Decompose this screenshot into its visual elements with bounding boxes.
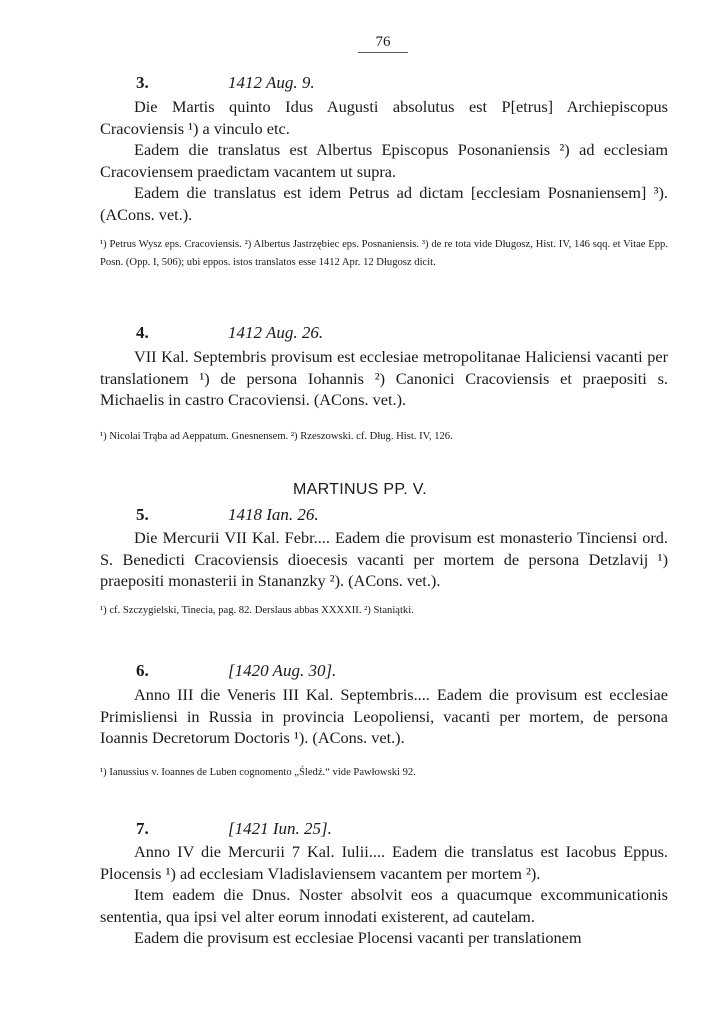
paragraph: Anno III die Veneris III Kal. Septembris.... Eadem die provisum est ecclesiae Primisliensi in Russia in provincia Leopoliensi, vacanti per mortem, de persona Ioannis Decretorum Doctoris ¹). (ACons. vet.). (100, 685, 668, 747)
paragraph: VII Kal. Septembris provisum est ecclesiae metropolitanae Haliciensi vacanti per translationem ¹) de persona Iohannis ²) Canonici Cracoviensis et praepositi s. Michaelis in castro Cracoviensi. (ACons. vet.). (100, 347, 668, 409)
section-heading: MARTINUS PP. V. (292, 481, 428, 498)
entry-heading (136, 504, 319, 526)
footnote: ¹) Nicolai Trąba ad Aeppatum. Gnesnensem. ²) Rzeszowski. cf. Dług. Hist. IV, 126. (100, 431, 453, 442)
entry-number: 3. (136, 73, 149, 92)
footnote: ¹) Petrus Wysz eps. Cracoviensis. ²) Albertus Jastrzębiec eps. Posnaniensis. ³) de re tota vide Długosz, Hist. IV, 146 sqq. et Vitae Epp. Posn. (Opp. I, 506); ubi eppos. istos translatos esse 1412 Apr. 12 Długosz dicit. (100, 239, 668, 268)
entry-date: 1412 Aug. 26. (228, 323, 324, 342)
entry-date: [1421 Iun. 25]. (228, 819, 332, 838)
entry-text (100, 346, 668, 411)
paragraph: Eadem die translatus est idem Petrus ad dictam [ecclesiam Posnaniensem] ³). (ACons. vet.). (100, 183, 668, 224)
entry-date: 1418 Ian. 26. (228, 505, 319, 524)
page-number: 76 (358, 34, 408, 53)
entry-number: 7. (136, 819, 149, 838)
entry-number: 5. (136, 505, 149, 524)
paragraph: Anno IV die Mercurii 7 Kal. Iulii.... Eadem die translatus est Iacobus Eppus. Plocensis ¹) ad ecclesiam Vladislaviensem vacantem per mortem ²). (100, 842, 668, 883)
paragraph: Eadem die translatus est Albertus Episcopus Posonaniensis ²) ad ecclesiam Cracoviensem praedictam vacantem ut supra. (100, 140, 668, 181)
paragraph: Eadem die provisum est ecclesiae Plocensi vacanti per translationem (134, 928, 582, 947)
entry-text (100, 527, 668, 592)
entry-heading (136, 322, 323, 344)
entry-heading (136, 660, 336, 682)
footnotes (100, 236, 668, 272)
footnote: ¹) cf. Szczygielski, Tinecia, pag. 82. Derslaus abbas XXXXII. ²) Staniątki. (100, 605, 414, 616)
footnotes (100, 602, 668, 620)
footnotes (100, 764, 668, 782)
entry-text (100, 684, 668, 749)
entry-date: 1412 Aug. 9. (228, 73, 315, 92)
entry-number: 6. (136, 661, 149, 680)
entry-date: [1420 Aug. 30]. (228, 661, 337, 680)
footnote: ¹) Ianussius v. Ioannes de Luben cognomento „Śledź.“ vide Pawłowski 92. (100, 767, 416, 778)
entry-text (100, 841, 668, 949)
paragraph: Die Martis quinto Idus Augusti absolutus est P[etrus] Archiepiscopus Cracoviensis ¹) a vinculo etc. (100, 97, 668, 138)
paragraph: Die Mercurii VII Kal. Febr.... Eadem die provisum est monasterio Tinciensi ord. S. Benedicti Cracoviensis dioecesis vacanti per mortem de persona Detzlavij ¹) praepositi monasterii in Stananzky ²). (ACons. vet.). (100, 528, 668, 590)
entry-heading (136, 72, 315, 94)
entry-text (100, 96, 668, 225)
entry-heading (136, 818, 332, 840)
entry-number: 4. (136, 323, 149, 342)
paragraph: Item eadem die Dnus. Noster absolvit eos a quacumque excommunicationis sententia, qua ipsi vel alter eorum innodati existerent, ad cautelam. (100, 885, 668, 926)
footnotes (100, 428, 668, 446)
